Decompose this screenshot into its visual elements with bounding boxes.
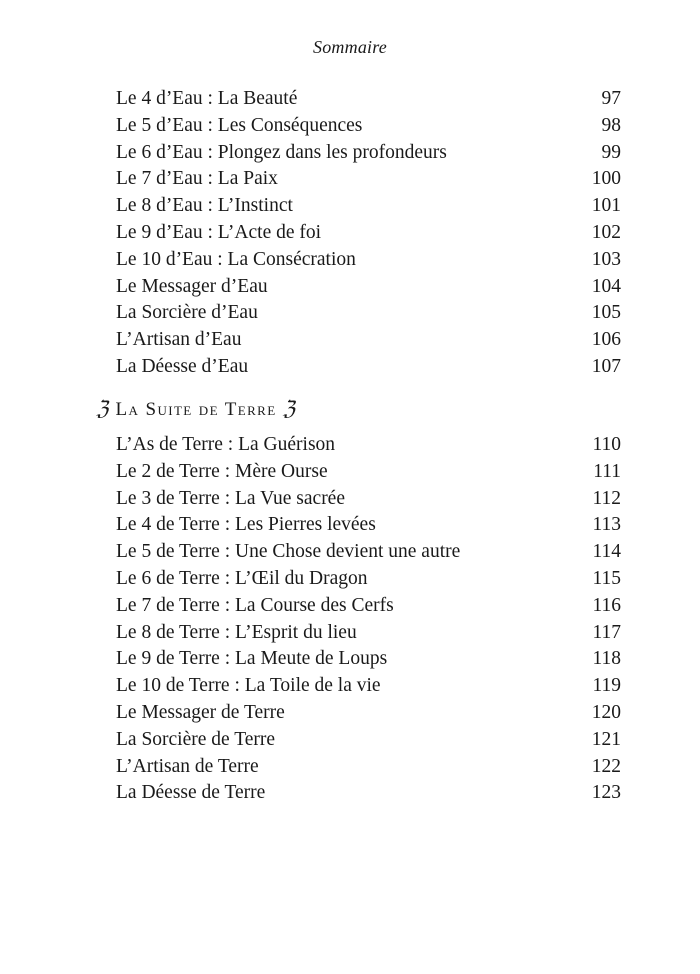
entry-page-number: 112 bbox=[592, 487, 621, 509]
entry-page-number: 110 bbox=[592, 434, 621, 455]
toc-entry bbox=[116, 727, 621, 754]
entry-title: Le 5 d’Eau : Les Conséquences bbox=[116, 114, 363, 136]
entry-page-number: 116 bbox=[592, 594, 621, 616]
running-head: Sommaire bbox=[313, 37, 387, 57]
entry-title: Le 10 d’Eau : La Consécration bbox=[116, 248, 356, 270]
entry-page-number: 103 bbox=[591, 248, 621, 270]
entry-title: Le 5 de Terre : Une Chose devient une autre bbox=[116, 541, 461, 563]
toc-entry bbox=[116, 327, 621, 354]
entry-title: Le 6 de Terre : L’Œil du Dragon bbox=[116, 567, 368, 589]
ornament-left-icon: ℨ bbox=[96, 398, 110, 420]
entry-title: La Sorcière de Terre bbox=[116, 728, 276, 750]
entry-page-number: 113 bbox=[592, 514, 621, 536]
toc-entry bbox=[116, 646, 621, 673]
ornament-right-icon: ℨ bbox=[282, 398, 297, 420]
toc-entry bbox=[116, 193, 621, 220]
toc-entry bbox=[116, 620, 621, 647]
toc-entry bbox=[116, 166, 621, 193]
toc-entry bbox=[116, 113, 621, 140]
entry-page-number: 99 bbox=[601, 141, 621, 163]
toc-entry bbox=[116, 754, 621, 781]
entry-page-number: 118 bbox=[592, 648, 621, 670]
toc-entry bbox=[116, 354, 621, 381]
toc-entry bbox=[116, 459, 621, 486]
toc-entry bbox=[116, 274, 621, 301]
entry-title: L’Artisan d’Eau bbox=[116, 329, 242, 351]
entry-page-number: 119 bbox=[592, 675, 621, 697]
toc-entry bbox=[116, 593, 621, 620]
entry-title: Le Messager de Terre bbox=[116, 701, 285, 723]
entry-title: Le 4 de Terre : Les Pierres levées bbox=[116, 514, 376, 536]
toc-entry bbox=[116, 140, 621, 167]
entry-page-number: 105 bbox=[591, 302, 621, 324]
entry-title: Le 2 de Terre : Mère Ourse bbox=[116, 460, 328, 482]
toc-entry bbox=[116, 780, 621, 807]
entry-page-number: 98 bbox=[601, 114, 621, 136]
entry-title: La Déesse de Terre bbox=[116, 782, 266, 804]
entry-page-number: 97 bbox=[601, 88, 621, 109]
entry-page-number: 104 bbox=[591, 275, 621, 297]
entry-title: Le Messager d’Eau bbox=[116, 275, 268, 297]
section-title: La Suite de Terre bbox=[115, 399, 277, 420]
toc-earth-suite bbox=[116, 432, 621, 807]
toc-entry bbox=[116, 700, 621, 727]
toc-entry bbox=[116, 247, 621, 274]
entry-title: Le 9 de Terre : La Meute de Loups bbox=[116, 648, 388, 670]
toc-entry bbox=[116, 512, 621, 539]
entry-title: Le 8 de Terre : L’Esprit du lieu bbox=[116, 621, 357, 643]
entry-title: Le 10 de Terre : La Toile de la vie bbox=[116, 675, 381, 697]
toc-entry bbox=[116, 220, 621, 247]
toc-entry bbox=[116, 566, 621, 593]
entry-page-number: 115 bbox=[592, 567, 621, 589]
entry-page-number: 102 bbox=[591, 221, 621, 243]
entry-page-number: 120 bbox=[591, 701, 621, 723]
entry-title: Le 7 d’Eau : La Paix bbox=[116, 168, 278, 190]
entry-title: La Sorcière d’Eau bbox=[116, 302, 258, 324]
entry-page-number: 117 bbox=[592, 621, 621, 643]
entry-title: Le 9 d’Eau : L’Acte de foi bbox=[116, 221, 322, 243]
toc-entry bbox=[116, 539, 621, 566]
toc-water-suite bbox=[116, 86, 621, 381]
entry-title: Le 4 d’Eau : La Beauté bbox=[116, 88, 298, 109]
entry-title: Le 3 de Terre : La Vue sacrée bbox=[116, 487, 345, 509]
entry-page-number: 121 bbox=[591, 728, 621, 750]
toc-entry bbox=[116, 300, 621, 327]
entry-title: L’As de Terre : La Guérison bbox=[116, 434, 336, 455]
entry-title: L’Artisan de Terre bbox=[116, 755, 259, 777]
entry-page-number: 111 bbox=[593, 460, 621, 482]
toc-entry bbox=[116, 673, 621, 700]
entry-title: Le 7 de Terre : La Course des Cerfs bbox=[116, 594, 394, 616]
entry-page-number: 122 bbox=[591, 755, 621, 777]
toc-entry bbox=[116, 432, 621, 459]
entry-title: La Déesse d’Eau bbox=[116, 355, 249, 377]
entry-title: Le 6 d’Eau : Plongez dans les profondeurs bbox=[116, 141, 447, 163]
entry-page-number: 106 bbox=[591, 329, 621, 351]
entry-page-number: 101 bbox=[591, 195, 621, 217]
section-heading-earth bbox=[96, 396, 302, 421]
entry-page-number: 123 bbox=[591, 782, 621, 804]
entry-page-number: 114 bbox=[592, 541, 621, 563]
entry-page-number: 107 bbox=[591, 355, 621, 377]
toc-entry bbox=[116, 486, 621, 513]
entry-title: Le 8 d’Eau : L’Instinct bbox=[116, 195, 293, 217]
entry-page-number: 100 bbox=[591, 168, 621, 190]
toc-entry bbox=[116, 86, 621, 113]
